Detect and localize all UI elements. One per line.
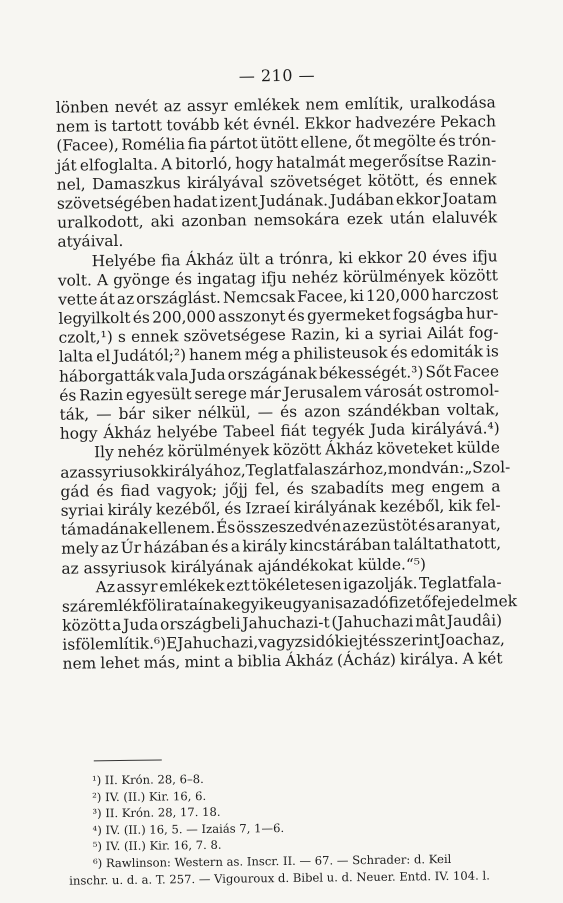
text-line: hogy Ákház helyébe Tabeel fiát tegyék Juda királyává.⁴): [59, 419, 500, 443]
text-line: az assyriusok királyához, Teglatfalaszárhoz, mondván: „Szol-: [60, 457, 511, 482]
text-line: ját elfoglalta. A bitorló, hogy hatalmát megerősítse Razin-: [56, 150, 497, 175]
text-line: és Razin egyesült serege már Jerusalem városát ostromol-: [59, 381, 500, 405]
footnote: ⁵) IV. (II.) Kir. 16, 7. 8.: [92, 838, 222, 854]
text-line: az assyriusok királyának ajándékokat külde.“⁵): [61, 554, 427, 578]
text-line: ták, — bár siker nélkül, — és azon szándékban voltak,: [59, 400, 500, 424]
text-line: (Facee), Romélia fia pártot ütött ellene, őt megölte és trón-: [56, 131, 497, 156]
footnote: ⁶) Rawlinson: Western as. Inscr. II. — 67. — Schrader: d. Keil: [92, 851, 452, 871]
text-line: szár emlékfölirataínak egyike ugyanis az adófizető fejedelmek: [61, 592, 518, 616]
text-line: szövetségében hadat izent Judának. Judában ekkor Joatam: [56, 189, 497, 213]
text-line: lalta el Judától;²) hanem még a philisteusok és edomiták is: [58, 342, 499, 367]
text-line: Az assyr emlékek ezt tökéletesen igazolják. Teglatfala-: [95, 573, 502, 596]
footnote: ¹) II. Krón. 28, 6–8.: [91, 771, 204, 788]
text-line: vette át az országlást. Nemcsak Facee, ki 120,000 harczost: [58, 285, 499, 309]
text-line: is fölemlítik.⁶) E Jahuchazi, vagy zsidó kiejtés szerint Joachaz,: [62, 630, 505, 654]
text-line: nem is tartott tovább két évnél. Ekkor hadvezére Pekach: [55, 112, 497, 136]
text-line: háborgatták vala Juda országának békességét.³) Sőt Facee: [58, 361, 500, 386]
text-line: volt. A gyönge és ingatag ifju nehéz körülmények között: [57, 266, 498, 290]
footnote: ⁴) IV. (II.) 16, 5. — Izaiás 7, 1—6.: [92, 820, 285, 838]
text-line: nel, Damaszkus királyával szövetséget kötött, és ennek: [56, 170, 497, 194]
text-line: között a Juda országbeli Jahuchazi-t (Jahuchazi mât Jaudâi): [62, 611, 503, 635]
footnote: ²) IV. (II.) Kir. 16, 6.: [92, 788, 207, 804]
text-line: nem lehet más, mint a biblia Ákház (Ácház) királya. A két: [62, 649, 503, 674]
text-line: uralkodott, aki azonban nemsokára ezek után elaluvék: [57, 208, 498, 232]
text-line: legyilkolt és 200,000 asszonyt és gyermeket fogságba hur-: [58, 304, 499, 328]
footnote-continuation: inschr. u. d. a. T. 257. — Vigouroux d. Bibel u. d. Neuer. Entd. IV. 104. l.: [69, 868, 490, 888]
text-line: czolt,¹) s ennek szövetségese Razin, ki a syriai Ailát fog-: [58, 323, 499, 347]
footnote-divider: [94, 759, 162, 761]
text-line: Ily nehéz körülmények között Ákház követeket külde: [93, 438, 501, 462]
footnotes: [64, 767, 513, 889]
page-number: — 210 —: [238, 65, 316, 86]
text-line: Helyébe fia Ákház ült a trónra, ki ekkor 20 éves ifju: [91, 246, 498, 270]
text-line: syriai király kezéből, és Izraeí királyának kezéből, kik fel-: [60, 496, 501, 520]
text-line: lönben nevét az assyr emlékek nem említik, uralkodása: [55, 93, 496, 117]
text-line: gád és fiad vagyok; jőjj fel, és szabadíts meg engem a: [60, 477, 501, 501]
text-line: atyáival.: [57, 232, 124, 252]
body-text: [55, 93, 518, 674]
footnote: ³) II. Krón. 28, 17. 18.: [92, 804, 221, 821]
text-line: mely az Úr házában és a király kincstárában találtathatott,: [61, 534, 502, 559]
text-line: támadának ellenem. És összeszedvén az ezüstöt és aranyat,: [60, 515, 501, 539]
